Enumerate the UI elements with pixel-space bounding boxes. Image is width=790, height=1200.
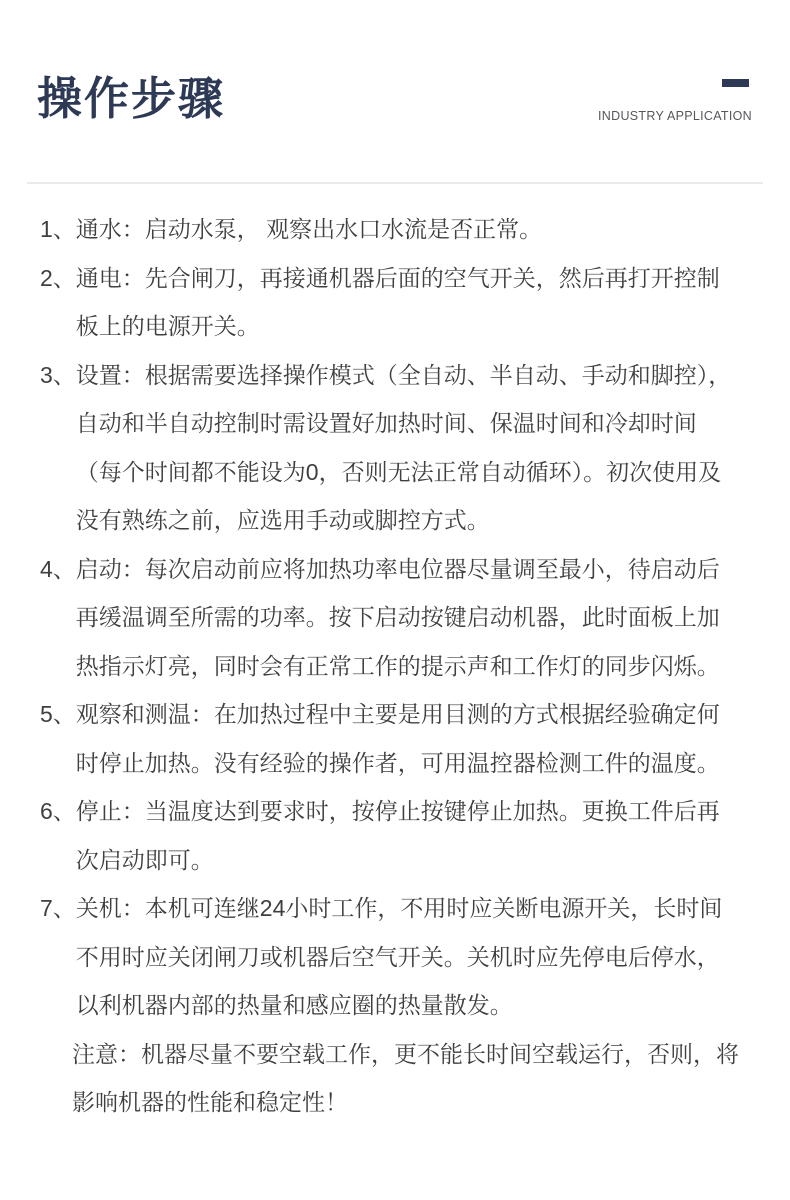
step-text: 设置：根据需要选择操作模式（全自动、半自动、手动和脚控），自动和半自动控制时需设置好加热时间、保温时间和冷却时间（每个时间都不能设为0，否则无法正常自动循环）。初次使用及没有熟练之前，应选用手动或脚控方式。 bbox=[75, 361, 732, 533]
note-text: 注意：机器尽量不要空载工作，更不能长时间空载运行，否则，将影响机器的性能和稳定性！ bbox=[72, 1040, 739, 1115]
step-number: 4、 bbox=[40, 555, 76, 582]
step-text: 停止：当温度达到要求时，按停止按键停止加热。更换工件后再次启动即可。 bbox=[75, 798, 720, 873]
step-number: 1、 bbox=[40, 216, 76, 242]
step-text: 通电：先合闸刀，再接通机器后面的空气开关，然后再打开控制板上的电源开关。 bbox=[75, 264, 720, 339]
step-number: 6、 bbox=[40, 798, 76, 824]
step-item-2 bbox=[40, 254, 742, 351]
step-number: 5、 bbox=[40, 701, 76, 727]
page-title: 操作步骤 bbox=[37, 73, 226, 124]
step-text: 观察和测温：在加热过程中主要是用目测的方式根据经验确定何时停止加热。没有经验的操作者，可用温控器检测工件的温度。 bbox=[75, 701, 720, 776]
header-accent-bar bbox=[722, 79, 749, 87]
step-text: 通水：启动水泵， 观察出水口水流是否正常。 bbox=[75, 216, 543, 242]
header-subtitle: INDUSTRY APPLICATION bbox=[598, 109, 752, 123]
note bbox=[40, 1030, 742, 1127]
step-item-4 bbox=[40, 545, 742, 691]
step-number: 3、 bbox=[40, 361, 76, 388]
step-item-5 bbox=[40, 690, 742, 787]
step-number: 7、 bbox=[40, 895, 76, 921]
step-item-6 bbox=[40, 787, 742, 884]
step-item-1 bbox=[40, 205, 742, 254]
step-text: 关机：本机可连继24小时工作，不用时应关断电源开关，长时间不用时应关闭闸刀或机器后空气开关。关机时应先停电后停水，以利机器内部的热量和感应圈的热量散发。 bbox=[75, 895, 723, 1018]
step-item-3 bbox=[40, 351, 742, 545]
steps-list bbox=[40, 205, 742, 1127]
step-text: 启动：每次启动前应将加热功率电位器尽量调至最小，待启动后再缓温调至所需的功率。按下启动按键启动机器，此时面板上加热指示灯亮，同时会有正常工作的提示声和工作灯的同步闪烁。 bbox=[75, 555, 720, 679]
header-divider bbox=[27, 182, 763, 184]
step-number: 2、 bbox=[40, 264, 76, 291]
step-item-7 bbox=[40, 884, 742, 1030]
